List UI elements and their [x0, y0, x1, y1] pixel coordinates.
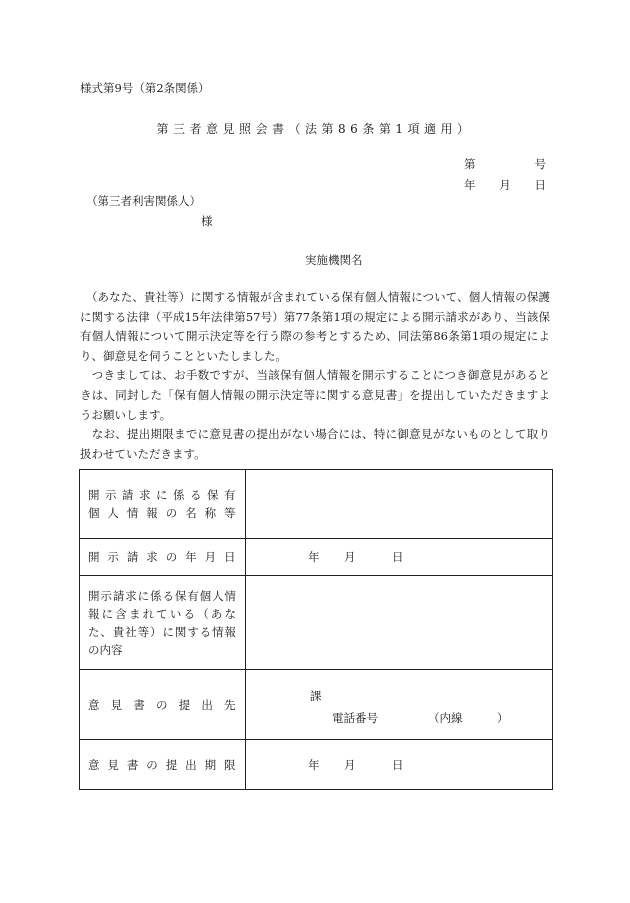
row-label-submission-destination: 意見書の提出先	[80, 670, 246, 740]
request-date-field[interactable]	[246, 539, 553, 576]
recipient-honorific: 様	[201, 214, 213, 228]
info-content-field[interactable]	[246, 576, 553, 670]
date-month: 月	[499, 178, 511, 192]
number-suffix: 号	[534, 157, 546, 171]
submission-deadline-field[interactable]	[246, 740, 553, 790]
table-row	[80, 470, 553, 539]
request-date-day: 日	[392, 550, 404, 564]
body-paragraph-2: つきましては、お手数ですが、当該保有個人情報を開示することにつき御意見があるときは、同封した「保有個人情報の開示決定等に関する意見書」を提出していただきますようお願いします。	[80, 368, 551, 422]
number-prefix: 第	[464, 157, 476, 171]
row-label-info-content: 開示請求に係る保有個人情報に含まれている（あなた、貴社等）に関する情報の内容	[80, 576, 246, 670]
request-info-name-field[interactable]	[246, 470, 553, 539]
document-date-line	[464, 177, 546, 193]
document-title: 第三者意見照会書（法第86条第1項適用）	[156, 122, 474, 136]
submission-destination-field[interactable]	[246, 670, 553, 740]
form-number: 様式第9号（第2条関係）	[80, 81, 210, 95]
row-label-submission-deadline: 意見書の提出期限	[80, 740, 246, 790]
request-date-month: 月	[344, 550, 356, 564]
extension-label: （内線 ）	[428, 711, 509, 725]
table-row	[80, 740, 553, 790]
table-row	[80, 539, 553, 576]
agency-name-label: 実施機関名	[305, 253, 363, 267]
deadline-day: 日	[392, 757, 404, 772]
section-label: 課	[310, 689, 322, 703]
date-day: 日	[534, 178, 546, 192]
body-paragraph-1: （あなた、貴社等）に関する情報が含まれている保有個人情報について、個人情報の保護に関する法律（平成15年法律第57号）第77条第1項の規定による開示請求があり、当該保有個人情報について開示決定等を行う際の参考とするため、同法第86条第1項の規定により、御意見を伺うことといたしました。	[80, 290, 550, 363]
deadline-month: 月	[344, 757, 356, 772]
phone-label: 電話番号	[332, 711, 378, 725]
info-table	[79, 469, 553, 790]
document-number-line	[464, 156, 546, 172]
recipient-label: （第三者利害関係人）	[86, 194, 201, 208]
date-year: 年	[464, 178, 476, 192]
body-paragraph-3: なお、提出期限までに意見書の提出がない場合には、特に御意見がないものとして取り扱わせていただきます。	[80, 427, 551, 461]
row-label-request-info-name: 開示請求に係る保有 個人情報の名称等	[80, 470, 246, 539]
table-row	[80, 576, 553, 670]
request-date-year: 年	[308, 550, 320, 564]
table-row	[80, 670, 553, 740]
deadline-year: 年	[308, 757, 320, 772]
body-text	[80, 288, 550, 464]
row-label-request-date: 開示請求の年月日	[80, 539, 246, 576]
